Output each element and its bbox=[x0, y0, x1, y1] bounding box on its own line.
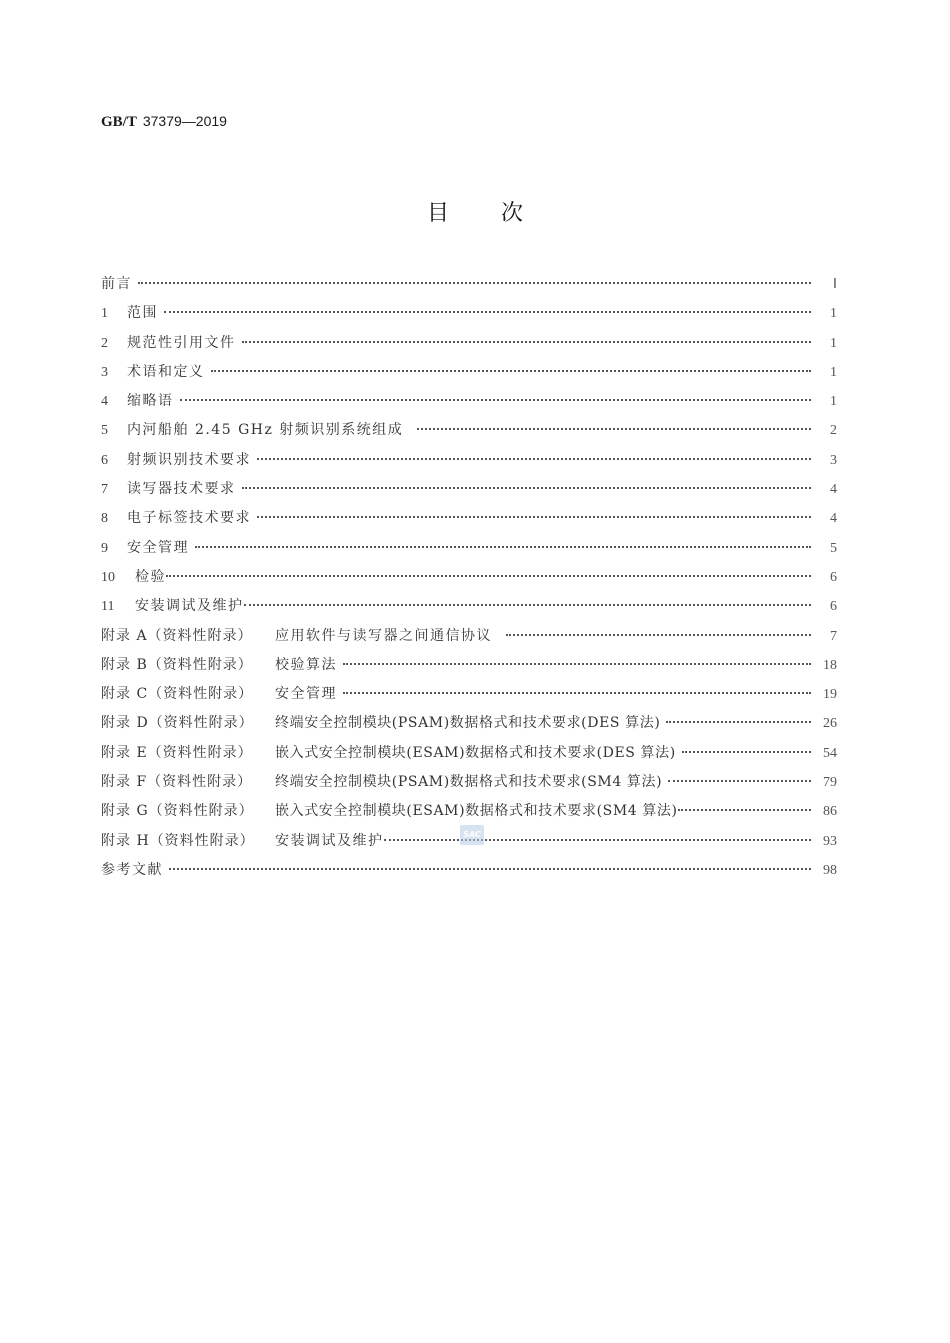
toc-dot-leader bbox=[257, 458, 811, 460]
page-title-char-2: 次 bbox=[501, 201, 524, 226]
toc-entry-label: 读写器技术要求 bbox=[127, 481, 236, 498]
sac-watermark-logo: SAC bbox=[460, 825, 484, 845]
toc-dot-leader bbox=[164, 311, 811, 313]
toc-entry-label: 缩略语 bbox=[127, 393, 174, 410]
toc-entry-appendix-a[interactable] bbox=[101, 625, 837, 654]
toc-dot-leader bbox=[682, 751, 811, 753]
toc-entry-page: 18 bbox=[823, 657, 837, 673]
page-title-char-1: 目 bbox=[426, 201, 449, 226]
toc-entry-label: 终端安全控制模块(PSAM)数据格式和技术要求(SM4 算法) bbox=[275, 774, 663, 791]
toc-appendix-designation: 附录 F（资料性附录） bbox=[101, 774, 253, 791]
toc-dot-leader bbox=[180, 399, 812, 401]
toc-entry-number: 6 bbox=[101, 452, 108, 468]
toc-entry-page: 1 bbox=[830, 364, 837, 380]
toc-entry-label: 应用软件与读写器之间通信协议 bbox=[275, 627, 492, 644]
toc-entry-label: 校验算法 bbox=[275, 656, 337, 673]
table-of-contents bbox=[101, 273, 837, 888]
toc-entry-page: 19 bbox=[823, 687, 837, 703]
toc-entry-page: 54 bbox=[823, 745, 837, 761]
toc-entry-label: 规范性引用文件 bbox=[127, 334, 236, 351]
toc-entry-number: 5 bbox=[101, 423, 108, 439]
toc-entry-label: 范围 bbox=[127, 305, 158, 322]
toc-appendix-designation: 附录 E（资料性附录） bbox=[101, 744, 253, 761]
toc-entry-page: 86 bbox=[823, 804, 837, 820]
toc-entry-page: 4 bbox=[830, 511, 837, 527]
toc-entry-number: 8 bbox=[101, 511, 108, 527]
toc-dot-leader bbox=[242, 341, 812, 343]
toc-dot-leader bbox=[169, 868, 811, 870]
toc-dot-leader bbox=[138, 282, 811, 284]
toc-entry-11[interactable] bbox=[101, 595, 837, 624]
toc-entry-page: Ⅰ bbox=[832, 277, 837, 292]
toc-appendix-designation: 附录 H（资料性附录） bbox=[101, 832, 255, 849]
toc-entry-number: 4 bbox=[101, 394, 108, 410]
toc-entry-number: 2 bbox=[101, 335, 108, 351]
toc-entry-number: 11 bbox=[101, 599, 115, 615]
toc-dot-leader bbox=[668, 780, 811, 782]
toc-entry-page: 79 bbox=[823, 775, 837, 791]
toc-entry-label: 安全管理 bbox=[275, 686, 337, 703]
toc-entry-9[interactable] bbox=[101, 537, 837, 566]
toc-entry-page: 2 bbox=[830, 423, 837, 439]
toc-entry-appendix-c[interactable] bbox=[101, 683, 837, 712]
toc-entry-references[interactable] bbox=[101, 859, 837, 888]
toc-entry-appendix-d[interactable] bbox=[101, 712, 837, 741]
toc-dot-leader bbox=[506, 634, 811, 636]
toc-entry-8[interactable] bbox=[101, 507, 837, 536]
toc-entry-number: 9 bbox=[101, 540, 108, 556]
toc-entry-appendix-e[interactable] bbox=[101, 742, 837, 771]
toc-entry-page: 26 bbox=[823, 716, 837, 732]
toc-entry-page: 6 bbox=[830, 599, 837, 615]
toc-entry-label: 安装调试及维护 bbox=[135, 598, 244, 615]
toc-entry-label: 安全管理 bbox=[127, 539, 189, 556]
toc-entry-page: 1 bbox=[830, 335, 837, 351]
toc-entry-label: 术语和定义 bbox=[127, 363, 205, 380]
toc-entry-page: 7 bbox=[830, 628, 837, 644]
toc-entry-page: 98 bbox=[823, 862, 837, 878]
toc-entry-page: 3 bbox=[830, 452, 837, 468]
toc-appendix-designation: 附录 C（资料性附录） bbox=[101, 686, 254, 703]
toc-dot-leader bbox=[417, 428, 811, 430]
toc-entry-number: 3 bbox=[101, 364, 108, 380]
toc-entry-page: 5 bbox=[830, 540, 837, 556]
toc-entry-label: 参考文献 bbox=[101, 861, 163, 878]
toc-entry-page: 1 bbox=[830, 306, 837, 322]
toc-dot-leader bbox=[244, 604, 812, 606]
toc-dot-leader bbox=[195, 546, 811, 548]
toc-entry-appendix-b[interactable] bbox=[101, 654, 837, 683]
toc-appendix-designation: 附录 G（资料性附录） bbox=[101, 803, 254, 820]
toc-entry-page: 1 bbox=[830, 394, 837, 410]
toc-entry-page: 4 bbox=[830, 482, 837, 498]
toc-dot-leader bbox=[211, 370, 812, 372]
toc-dot-leader bbox=[257, 516, 811, 518]
toc-entry-label: 检验 bbox=[135, 568, 166, 585]
toc-appendix-designation: 附录 A（资料性附录） bbox=[101, 627, 253, 644]
toc-entry-label: 射频识别技术要求 bbox=[127, 451, 251, 468]
toc-entry-number: 7 bbox=[101, 482, 108, 498]
toc-entry-2[interactable] bbox=[101, 332, 837, 361]
toc-entry-number: 1 bbox=[101, 306, 108, 322]
toc-entry-10[interactable] bbox=[101, 566, 837, 595]
document-standard-number bbox=[101, 113, 227, 131]
toc-entry-3[interactable] bbox=[101, 361, 837, 390]
toc-entry-6[interactable] bbox=[101, 449, 837, 478]
toc-dot-leader bbox=[343, 692, 811, 694]
toc-entry-5[interactable] bbox=[101, 419, 837, 448]
toc-entry-1[interactable] bbox=[101, 302, 837, 331]
toc-dot-leader bbox=[384, 839, 812, 841]
toc-dot-leader bbox=[666, 721, 811, 723]
toc-appendix-designation: 附录 D（资料性附录） bbox=[101, 715, 254, 732]
toc-entry-appendix-f[interactable] bbox=[101, 771, 837, 800]
toc-entry-label: 嵌入式安全控制模块(ESAM)数据格式和技术要求(SM4 算法) bbox=[275, 803, 678, 820]
standard-prefix: GB/T bbox=[101, 114, 137, 130]
toc-entry-label: 终端安全控制模块(PSAM)数据格式和技术要求(DES 算法) bbox=[275, 715, 661, 732]
page-title bbox=[0, 196, 950, 227]
toc-entry-page: 93 bbox=[823, 833, 837, 849]
toc-dot-leader bbox=[343, 663, 811, 665]
standard-number: 37379—2019 bbox=[142, 113, 227, 129]
toc-entry-number: 10 bbox=[101, 569, 115, 585]
toc-entry-label: 电子标签技术要求 bbox=[127, 510, 251, 527]
toc-entry-4[interactable] bbox=[101, 390, 837, 419]
toc-entry-label: 内河船舶 2.45 GHz 射频识别系统组成 bbox=[127, 422, 404, 439]
toc-entry-label: 前言 bbox=[101, 276, 132, 292]
toc-entry-label: 嵌入式安全控制模块(ESAM)数据格式和技术要求(DES 算法) bbox=[275, 744, 676, 761]
toc-appendix-designation: 附录 B（资料性附录） bbox=[101, 656, 253, 673]
toc-entry-foreword[interactable] bbox=[101, 273, 837, 302]
toc-entry-page: 6 bbox=[830, 569, 837, 585]
toc-entry-7[interactable] bbox=[101, 478, 837, 507]
toc-dot-leader bbox=[242, 487, 812, 489]
toc-entry-label: 安装调试及维护 bbox=[275, 832, 384, 849]
toc-dot-leader bbox=[166, 575, 811, 577]
toc-dot-leader bbox=[678, 809, 811, 811]
